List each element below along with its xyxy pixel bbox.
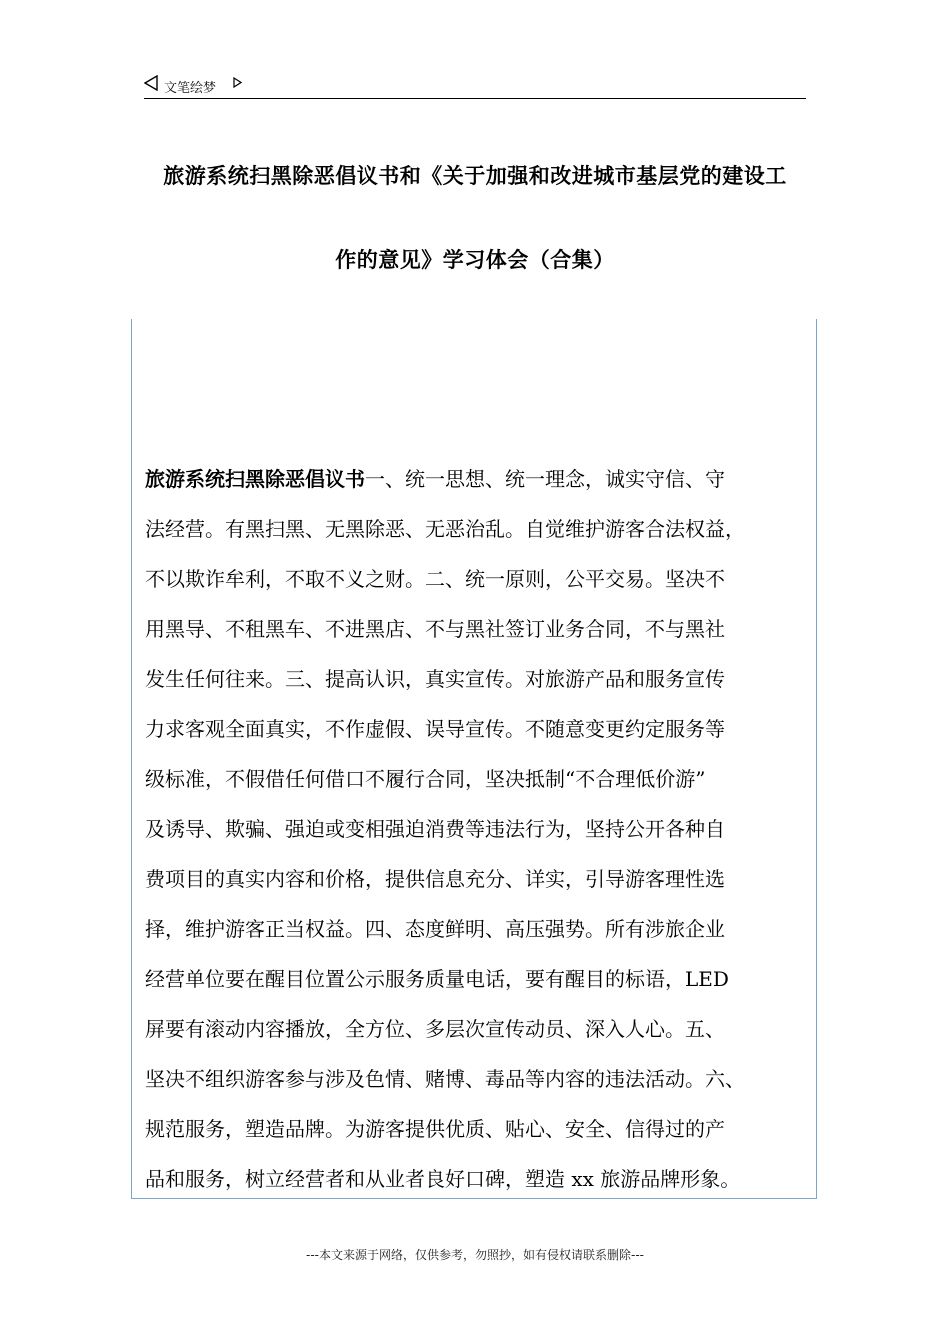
page-header xyxy=(144,72,806,99)
body-line: 力求客观全面真实，不作虚假、误导宣传。不随意变更约定服务等 xyxy=(145,717,725,741)
brand-name: 文笔绘梦 xyxy=(164,81,217,96)
body-line: 屏要有滚动内容播放，全方位、多层次宣传动员、深入人心。五、 xyxy=(145,1017,725,1041)
body-line: 择，维护游客正当权益。四、态度鲜明、高压强势。所有涉旅企业 xyxy=(145,917,725,941)
document-title-line-1: 旅游系统扫黑除恶倡议书和《关于加强和改进城市基层党的建设工 xyxy=(163,164,787,188)
body-text xyxy=(145,454,795,1204)
triangle-right-outline-icon xyxy=(233,77,242,88)
body-line: 级标准，不假借任何借口不履行合同，坚决抵制“不合理低价游” xyxy=(145,767,706,791)
body-line: 品和服务，树立经营者和从业者良好口碑，塑造 xx 旅游品牌形象。 xyxy=(145,1167,741,1191)
body-line: 及诱导、欺骗、强迫或变相强迫消费等违法行为，坚持公开各种自 xyxy=(145,817,725,841)
body-lead-heading: 旅游系统扫黑除恶倡议书 xyxy=(145,467,365,491)
body-line: 经营单位要在醒目位置公示服务质量电话，要有醒目的标语，LED xyxy=(145,967,729,991)
body-line: 用黑导、不租黑车、不进黑店、不与黑社签订业务合同，不与黑社 xyxy=(145,617,725,641)
body-line: 坚决不组织游客参与涉及色情、赌博、毒品等内容的违法活动。六、 xyxy=(145,1067,745,1091)
body-line: 发生任何往来。三、提高认识，真实宣传。对旅游产品和服务宣传 xyxy=(145,667,725,691)
body-line: 法经营。有黑扫黑、无黑除恶、无恶治乱。自觉维护游客合法权益， xyxy=(145,517,745,541)
triangle-left-outline-icon xyxy=(144,75,158,91)
body-line: 费项目的真实内容和价格，提供信息充分、详实，引导游客理性选 xyxy=(145,867,725,891)
body-line-text: 一、统一思想、统一理念，诚实守信、守 xyxy=(365,467,725,491)
footer-disclaimer: ---本文来源于网络，仅供参考，勿照抄，如有侵权请联系删除--- xyxy=(306,1248,644,1262)
body-line: 不以欺诈牟利，不取不义之财。二、统一原则，公平交易。坚决不 xyxy=(145,567,725,591)
body-line-1 xyxy=(145,454,795,504)
document-title-line-2: 作的意见》学习体会（合集） xyxy=(335,248,615,272)
body-line: 规范服务，塑造品牌。为游客提供优质、贴心、安全、信得过的产 xyxy=(145,1117,725,1141)
